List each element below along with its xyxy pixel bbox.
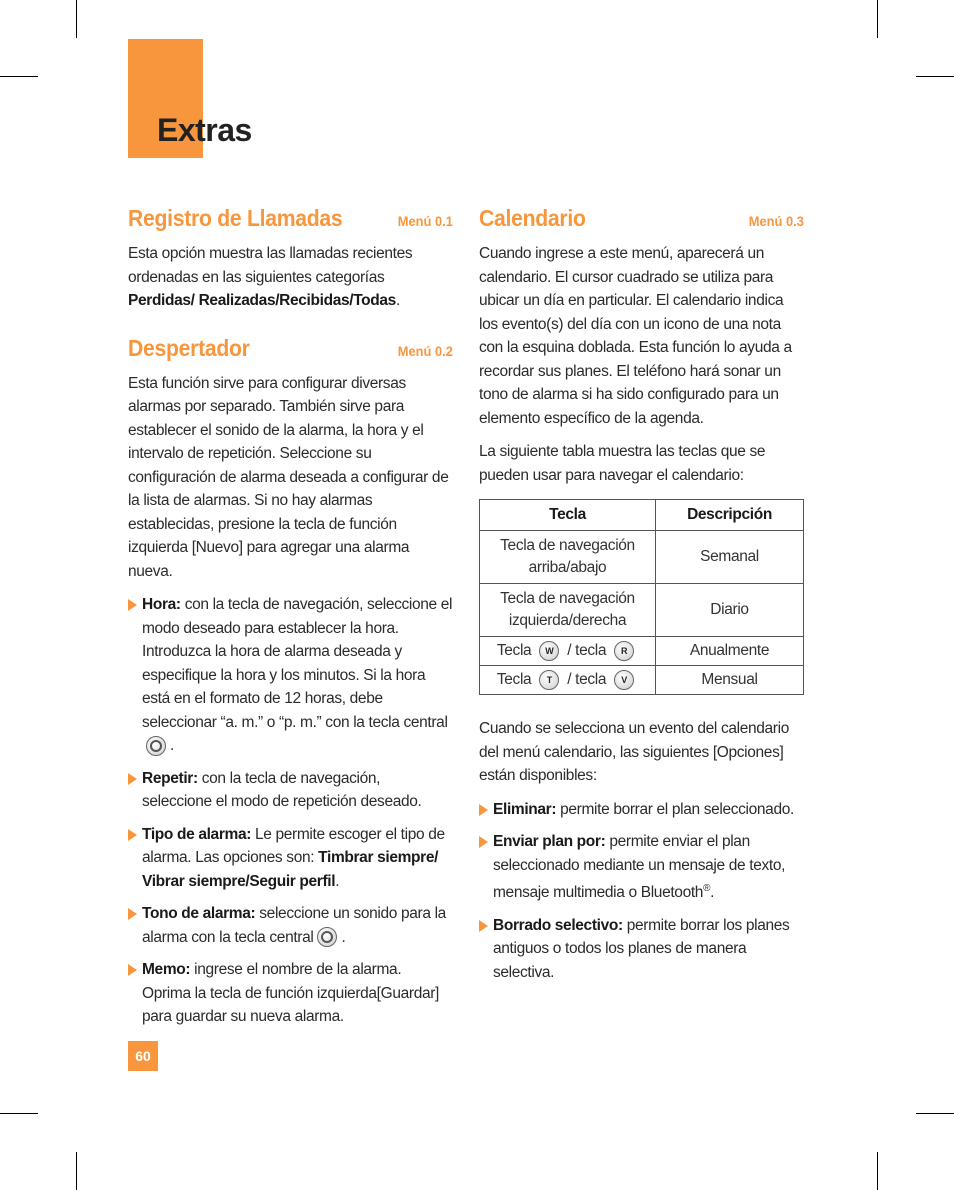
item-label: Tono de alarma:	[142, 905, 256, 922]
item-label: Tipo de alarma:	[142, 825, 252, 843]
table-cell: Tecla de navegación arriba/abajo	[480, 531, 656, 584]
crop-mark	[0, 1113, 38, 1114]
right-column	[479, 205, 804, 993]
text: / tecla	[567, 642, 607, 659]
menu-number: Menú 0.1	[397, 213, 453, 229]
item-label: Repetir:	[142, 769, 198, 787]
item-text: permite borrar el plan seleccionado.	[556, 800, 794, 818]
item-text: con la tecla de navegación, seleccione el modo deseado para establecer la hora. Introduzca la hora de alarma deseada y especifique la hora y los minutos. Si la hora está en el formato de 12 horas, debe seleccionar “a. m.” o “p. m.” con la tecla central	[142, 596, 453, 731]
table-cell: Diario	[656, 584, 804, 637]
bold-text: Timbrar siempre/ Vibrar siempre/Seguir perfil	[142, 849, 439, 890]
text: Tecla	[496, 671, 532, 688]
bullet-arrow-icon	[128, 964, 137, 976]
table-row	[480, 666, 804, 695]
list-item	[128, 823, 453, 894]
v-key-icon	[614, 670, 634, 690]
table-cell: Semanal	[656, 531, 804, 584]
crop-mark	[0, 76, 38, 77]
column-header: Descripción	[656, 500, 804, 531]
item-text: Le permite escoger el tipo de alarma. Las opciones son:	[142, 825, 445, 866]
page-number: 60	[128, 1041, 158, 1071]
list-item	[128, 902, 453, 949]
section-header-registro	[128, 205, 453, 232]
item-label: Borrado selectivo:	[493, 916, 623, 934]
key-glyph: T	[546, 674, 552, 685]
item-text: permite enviar el plan seleccionado mediante un mensaje de texto, mensaje multimedia o Bluetooth	[493, 833, 786, 902]
list-item	[128, 593, 453, 758]
table-row	[480, 637, 804, 666]
list-item	[128, 958, 453, 1029]
key-glyph: W	[545, 645, 554, 656]
text: .	[341, 928, 346, 946]
bullet-arrow-icon	[128, 599, 137, 611]
list-item	[128, 767, 453, 814]
table-cell: Tecla de navegación izquierda/derecha	[480, 584, 656, 637]
section-title: Calendario	[479, 205, 586, 231]
menu-number: Menú 0.2	[397, 342, 453, 359]
bullet-arrow-icon	[479, 920, 488, 932]
crop-mark	[76, 0, 77, 38]
crop-mark	[916, 1113, 954, 1114]
left-column	[128, 205, 453, 1038]
item-text: seleccione un sonido para la alarma con la tecla central	[142, 905, 446, 946]
list-item	[479, 914, 804, 985]
table-cell: Mensual	[656, 666, 804, 695]
item-label: Enviar plan por:	[493, 833, 606, 850]
registro-description	[128, 242, 453, 313]
column-header: Tecla	[480, 500, 656, 531]
key-glyph: V	[621, 674, 627, 685]
crop-mark	[76, 1152, 77, 1190]
list-item	[479, 798, 804, 822]
bullet-arrow-icon	[479, 836, 488, 848]
table-intro: La siguiente tabla muestra las teclas que se pueden usar para navegar el calendario:	[479, 443, 766, 484]
menu-number: Menú 0.3	[748, 213, 804, 229]
section-header-calendario	[479, 205, 804, 232]
section-title: Despertador	[128, 334, 250, 361]
text: Esta opción muestra las llamadas recientes ordenadas en las siguientes categorías	[128, 245, 413, 286]
r-key-icon	[614, 641, 634, 661]
options-intro: Cuando se selecciona un evento del calendario del menú calendario, las siguientes [Opciones] están disponibles:	[479, 720, 789, 784]
crop-mark	[877, 0, 878, 38]
item-text: permite borrar los planes antiguos o todos los planes de manera selectiva.	[493, 916, 790, 981]
crop-mark	[877, 1152, 878, 1190]
center-key-icon	[317, 927, 337, 947]
despertador-description: Esta función sirve para configurar diversas alarmas por separado. También sirve para establecer el sonido de la alarma, la hora y el intervalo de repetición. Seleccione su configuración de alarma deseada a configurar de la lista de alarmas. Si no hay alarmas establecidas, presione la tecla de función izquierda [Nuevo] para agregar una alarma nueva.	[128, 374, 449, 580]
keys-table	[479, 499, 804, 695]
text: / tecla	[567, 671, 607, 688]
table-cell	[480, 666, 656, 695]
text: Tecla	[496, 642, 532, 659]
bold-text: Perdidas/ Realizadas/Recibidas/Todas	[128, 292, 396, 309]
text: .	[170, 737, 174, 754]
table-row	[480, 584, 804, 637]
bullet-arrow-icon	[128, 829, 137, 841]
table-cell	[480, 637, 656, 666]
item-label: Eliminar:	[493, 800, 557, 818]
bullet-arrow-icon	[128, 908, 137, 920]
item-text: ingrese el nombre de la alarma. Oprima la tecla de función izquierda[Guardar] para guardar su nueva alarma.	[142, 961, 439, 1025]
table-header-row	[480, 500, 804, 531]
section-header-despertador	[128, 335, 453, 362]
crop-mark	[916, 76, 954, 77]
table-row	[480, 531, 804, 584]
registered-mark: ®	[703, 883, 711, 894]
text: .	[710, 884, 715, 902]
item-text: con la tecla de navegación, seleccione el modo de repetición deseado.	[142, 769, 422, 810]
key-glyph: R	[621, 645, 628, 656]
calendario-description: Cuando ingrese a este menú, aparecerá un calendario. El cursor cuadrado se utiliza para ubicar un día en particular. El calendario indica los evento(s) del día con un icono de una nota con la esquina doblada. Esta función lo ayuda a recordar sus planes. El teléfono hará sonar un tono de alarma si ha sido configurado para un elemento específico de la agenda.	[479, 245, 792, 427]
bullet-arrow-icon	[479, 804, 488, 816]
page-title: Extras	[157, 112, 252, 148]
item-label: Memo:	[142, 961, 191, 978]
t-key-icon	[539, 670, 559, 690]
bullet-arrow-icon	[128, 773, 137, 785]
w-key-icon	[539, 641, 559, 661]
text: .	[395, 292, 400, 309]
list-item	[479, 830, 804, 905]
section-title: Registro de Llamadas	[128, 205, 343, 231]
item-label: Hora:	[142, 596, 181, 613]
center-key-icon	[146, 736, 166, 756]
table-cell: Anualmente	[656, 637, 804, 666]
text: .	[335, 872, 340, 890]
